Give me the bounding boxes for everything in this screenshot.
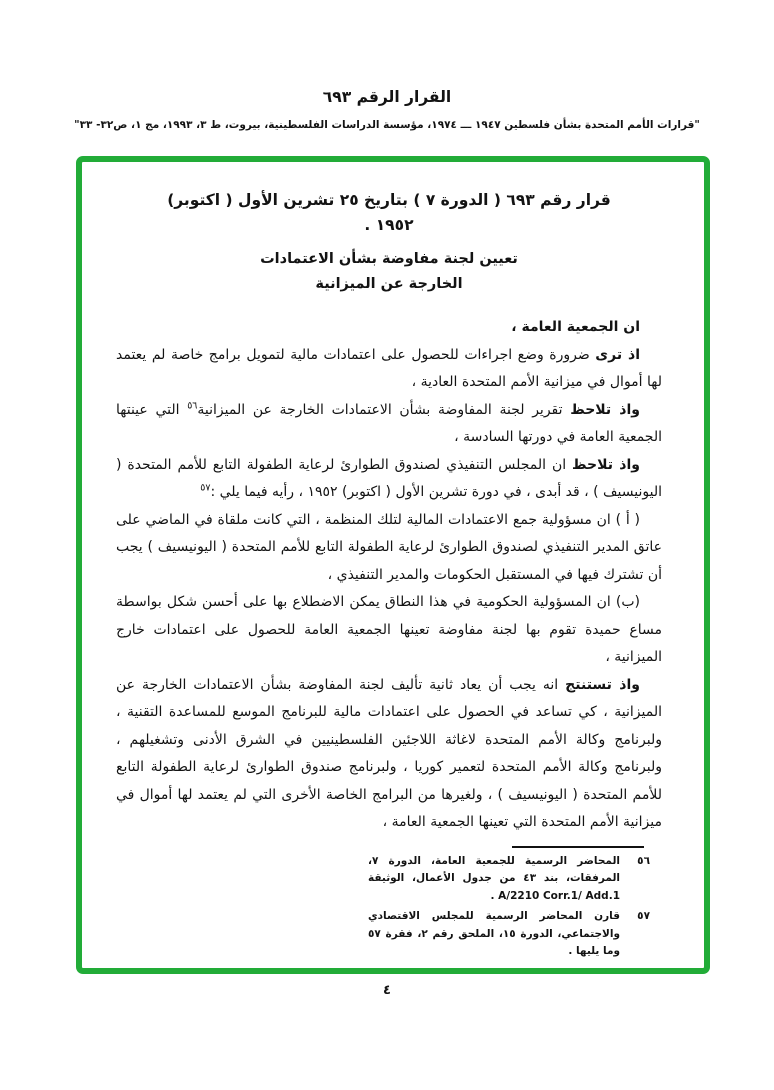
paragraph: (ب) ان المسؤولية الحكومية في هذا النطاق يمكن الاضطلاع بها على أحسن شكل بواسطة مساع حميدة تقوم بها لجنة مفاوضة تعينها الجمعية العامة للحصول على اعتمادات خارج الميزانية ،: [116, 594, 662, 665]
body-paragraphs: [116, 314, 662, 837]
paragraph: ان الجمعية العامة ،: [511, 319, 640, 335]
resolution-subtitle-line1: تعيين لجنة مفاوضة بشأن الاعتمادات: [260, 251, 518, 267]
paragraph: ( أ ) ان مسؤولية جمع الاعتمادات المالية لتلك المنظمة ، التي كانت ملقاة في الماضي على عاتق المدير التنفيذي لصندوق الطوارئ لرعاية الطفولة التابع للأمم المتحدة ( اليونيسيف ) يجب أن تشترك فيها في المستقبل الحكومات والمدير التنفيذي ،: [116, 511, 662, 583]
frame-content: [82, 162, 704, 968]
footnote-text: قارن المحاضر الرسمية للمجلس الاقتصادي والاجتماعي، الدورة ١٥، الملحق رقم ٢، فقرة ٥٧ وما يليها .: [368, 910, 620, 957]
footnotes: [368, 853, 650, 961]
citation-line: "قرارات الأمم المتحدة بشأن فلسطين ١٩٤٧ ـــ ١٩٧٤، مؤسسة الدراسات الفلسطينية، بيروت، ط ٣، ١٩٩٣، مج ١، ص٣٢- ٣٣": [74, 119, 700, 131]
paragraph: واذ تلاحظ ان المجلس التنفيذي لصندوق الطوارئ لرعاية الطفولة التابع للأمم المتحدة ( اليونيسيف ) ، قد أبدى ، في دورة تشرين الأول ( اكتوبر) ١٩٥٢ ، رأيه فيما يلي :$^{٥٧}$: [116, 456, 662, 500]
paragraph: اذ ترى ضرورة وضع اجراءات للحصول على اعتمادات مالية لتمويل برامج خاصة لم يعتمد لها أموال في ميزانية الأمم المتحدة العادية ،: [116, 346, 662, 390]
resolution-heading-line2: ١٩٥٢ .: [364, 216, 414, 234]
resolution-heading-line1: قرار رقم ٦٩٣ ( الدورة ٧ ) بتاريخ ٢٥ تشرين الأول ( اكتوبر): [167, 191, 611, 209]
page-number: ٤: [383, 983, 391, 998]
paragraph: واذ تلاحظ تقرير لجنة المفاوضة بشأن الاعتمادات الخارجة عن الميزانية$^{٥٦}$ التي عينتها الجمعية العامة في دورتها السادسة ،: [116, 399, 662, 445]
footnote: [368, 853, 650, 906]
footnote-reference: ٥٧: [200, 482, 211, 494]
resolution-subtitle-line2: الخارجة عن الميزانية: [315, 276, 463, 292]
footnote-number: ٥٦: [637, 854, 650, 867]
resolution-subtitle: [116, 247, 662, 297]
green-frame: [76, 156, 710, 974]
footnote-separator: [512, 846, 644, 848]
paragraph: واذ تستنتج انه يجب أن يعاد ثانية تأليف لجنة المفاوضة بشأن الاعتمادات الخارجة عن الميزانية ، كي تساعد في الحصول على اعتمادات مالية للبرنامج الموسع للمساعدة التقنية ، ولبرنامج وكالة الأمم المتحدة لاغاثة اللاجئين الفلسطينيين في الشرق الأدنى وتشغيلهم ، ولبرنامج وكالة الأمم المتحدة لتعمير كوريا ، ولبرنامج صندوق الطوارئ لرعاية الطفولة التابع للأمم المتحدة ( اليونيسيف ) ، ولغيرها من البرامج الخاصة الأخرى التي لم يعتمد لها أموال في ميزانية الأمم المتحدة التي تعينها الجمعية العامة ،: [116, 676, 662, 830]
footnote-number: ٥٧: [637, 910, 650, 922]
resolution-heading: [116, 188, 662, 238]
resolution-title: القرار الرقم ٦٩٣: [322, 88, 452, 106]
footnote-text: المحاضر الرسمية للجمعية العامة، الدورة ٧، المرفقات، بند ٤٣ من جدول الأعمال، الوثيقة A/2210 Corr.1/ Add.1 .: [368, 854, 621, 902]
footnote: [368, 908, 650, 961]
footnote-reference: ٥٦: [187, 399, 198, 411]
